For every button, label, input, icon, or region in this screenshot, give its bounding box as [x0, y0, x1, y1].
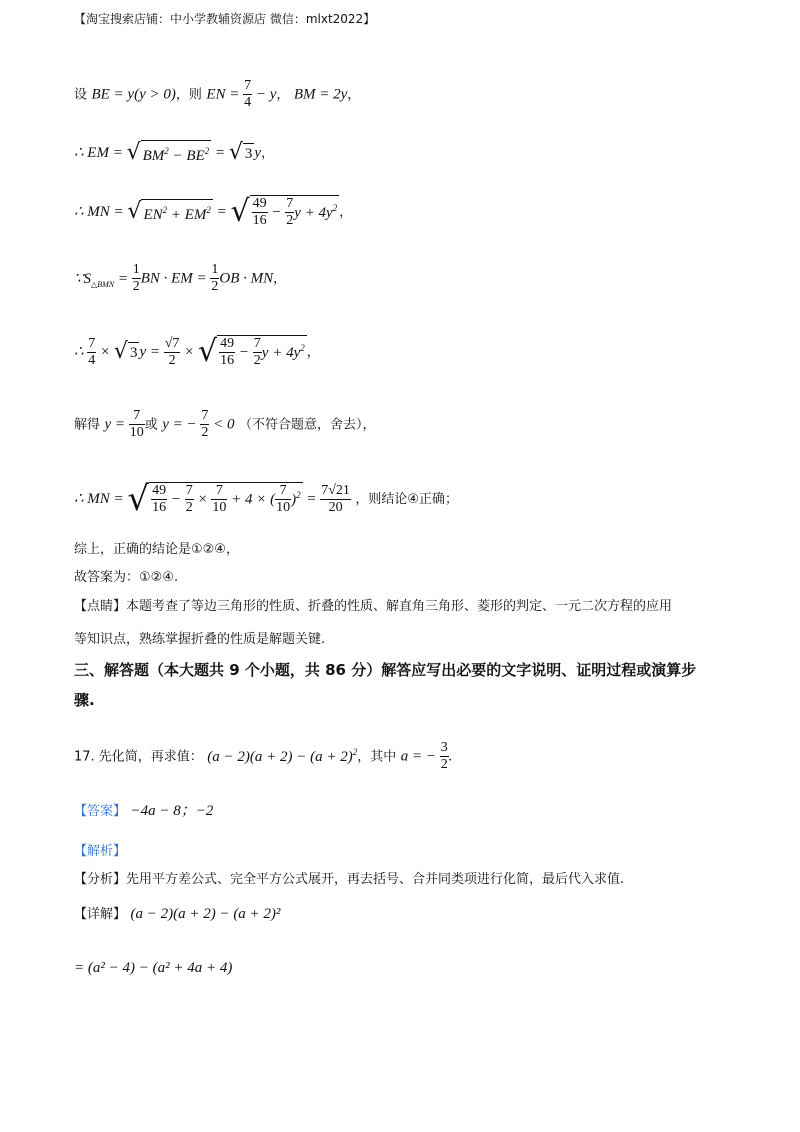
section-title-cont: 骤.	[74, 691, 95, 709]
step-1: = (a² − 4) − (a² + 4a + 4)	[74, 960, 233, 976]
line-mn-result: ∴ MN = √ $\frac{49}{16}$ − $\frac{7}{2}$ × $\frac{7}{10}$ + 4 × ( $\frac{7}{10}$ )$^2$ = $\frac{7√21}{20}$ ，则结论④正确；	[74, 479, 459, 519]
line-set-be: 设 BE = y(y > 0)，则 EN = $\frac{7}{4}$ − y， BM = 2y，	[74, 78, 361, 110]
question-17: 17. 先化简，再求值： $(a - 2)(a + 2) - (a + 2)^2$，其中 a = − $\frac{3}{2}$ .	[74, 740, 453, 772]
line-conclusion: 综上，正确的结论是①②④，	[74, 542, 239, 557]
section-title: 三、解答题（本大题共 9 个小题，共 86 分）解答应写出必要的文字说明、证明过程或演算步	[74, 661, 697, 679]
answer-line: 【答案】 −4a − 8；−2	[74, 803, 214, 819]
detail-line: 【详解】 (a − 2)(a + 2) − (a + 2)²	[74, 906, 281, 922]
line-mn: ∴ MN = √ $EN^2 + EM^2$ = √ $\frac{49}{16}$ − $\frac{7}{2}$ $y + 4y^2$ ，	[74, 194, 353, 229]
line-em: ∴ EM = √ $BM^2 - BE^2$ = √ 3 y，	[74, 140, 275, 165]
line-comment-2: 等知识点，熟练掌握折叠的性质是解题关键.	[74, 632, 326, 647]
page-header: 【淘宝搜索店铺：中小学教辅资源店 微信：mlxt2022】	[74, 12, 376, 26]
line-equation: ∴ $\frac{7}{4}$ × √ 3 y = $\frac{√7}{2}$ × √ $\frac{49}{16}$ − $\frac{7}{2}$ $y + 4y^2$ ，	[74, 334, 320, 369]
analysis-label: 【解析】	[74, 844, 127, 859]
line-solve: 解得 y = $\frac{7}{10}$ 或 y = − $\frac{7}{2}$ < 0 （不符合题意，舍去），	[74, 408, 376, 440]
analysis-text: 【分析】先用平方差公式、完全平方公式展开，再去括号、合并同类项进行化简，最后代入求值.	[74, 872, 625, 887]
line-area: $\because S_{\triangle BMN}$ = $\frac{1}{2}$ BN · EM = $\frac{1}{2}$ OB · MN，	[74, 262, 287, 294]
line-answer-summary: 故答案为：①②④.	[74, 570, 179, 585]
line-comment-1: 【点睛】本题考查了等边三角形的性质、折叠的性质、解直角三角形、菱形的判定、一元二次方程的应用	[74, 599, 673, 614]
